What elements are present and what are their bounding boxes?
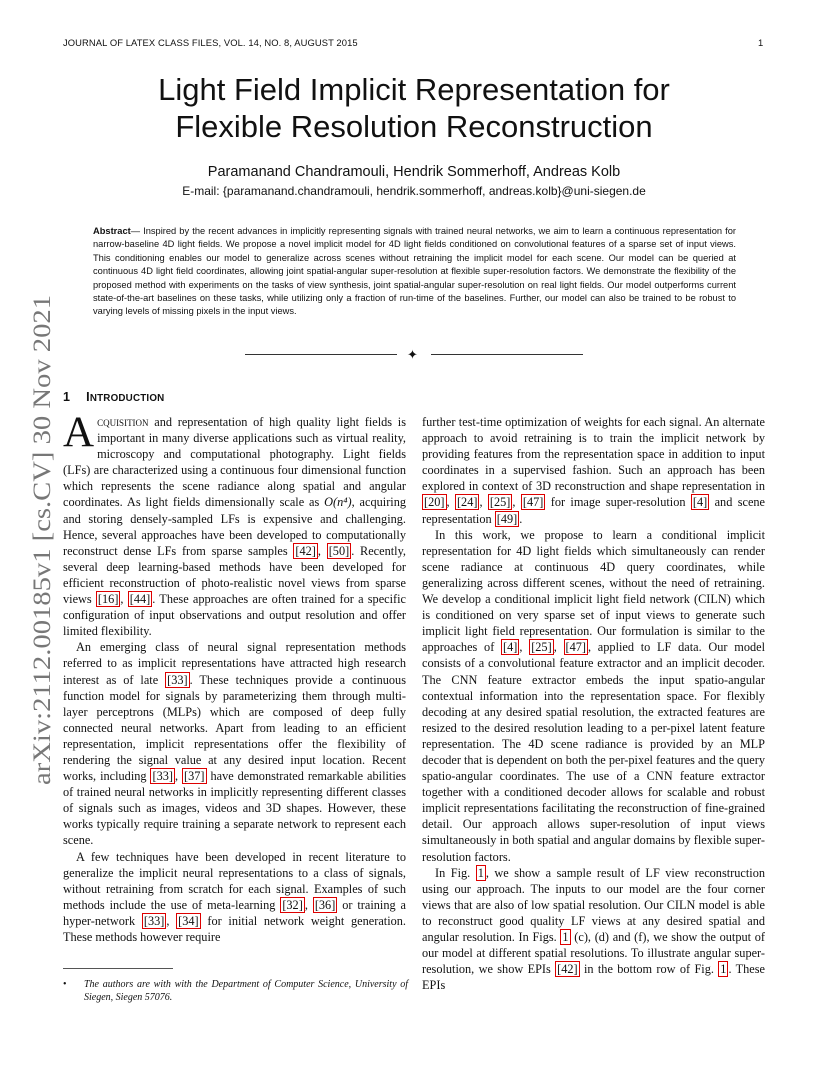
citation-link[interactable]: [33]	[167, 672, 188, 687]
paragraph: In Fig. 1 , we show a sample result of LF view reconstruction using our approach. The inputs to our model are the four corner views that are also of low spatial resolution. Our CILN model is able to reconstruct good quality LF views at any desired spatial and angular resolution. In Figs. 1 (c), (d) and (f), we show the output of our model at different spatial resolutions. To illustrate angular super-resolution, we show EPIs [42] in the bottom row of Fig. 1 . These EPIs	[422, 865, 765, 993]
arxiv-stamp	[20, 280, 58, 800]
footnote-bullet-icon: •	[63, 979, 67, 990]
title-line-1: Light Field Implicit Representation for	[158, 72, 670, 107]
citation-link[interactable]: [33]	[152, 769, 173, 784]
citation-link[interactable]: [47]	[565, 640, 586, 655]
footnote-rule	[63, 968, 173, 969]
citation-link[interactable]: [42]	[557, 962, 578, 977]
footnote-text: The authors are with with the Department of Computer Science, University of Siegen, Siegen 57076.	[84, 979, 408, 1003]
separator-left	[245, 354, 397, 355]
citation-link[interactable]: [44]	[129, 592, 151, 607]
section-number: 1	[63, 390, 71, 404]
paragraph: further test-time optimization of weights for each signal. An alternate approach to avoid retraining is to train the implicit network by providing features from the representation space in addition to input coordinates in a supervised fashion. Such an approach has been explored in context of 3D reconstruction and shape representation in [20] , [24] , [25] , [47] for image super-resolution [4] and scene representation [49] .	[422, 415, 766, 526]
left-column	[63, 409, 407, 945]
paragraph: Acquisition and representation of high quality light fields is important in many diverse applications such as virtual reality, microscopy and computational photography. Light fields (LFs) are characterized using a continuous four dimensional function which represents the scene radiance along spatial and angular coordinates. As light fields dimensionally scale as O(n⁴), acquiring and storing densely-sampled LFs is expensive and challenging. Hence, several approaches have been developed to computationally reconstruct dense LFs from sparse samples [42] , [50] . Recently, several deep learning-based methods have been developed for efficient reconstruction of photo-realistic novel views from sparse views [16] , [44] . These approaches are often trained for a specific configuration of input observations and output resolution and offer limited flexibility.	[63, 409, 406, 639]
abstract-text: — Inspired by the recent advances in implicitly representing signals with trained neural networks, we aim to learn a continuous representation for narrow-baseline 4D light fields. We propose a novel implicit model for 4D light fields conditioned on convolutional features of a sparse set of input views. This conditioning enables our model to generalize across scenes without retraining the implicit model for each scene. Our model can be queried at continuous 4D light field coordinates, allowing joint spatial-angular super-resolution at flexible super-resolution factors. We demonstrate the flexibility of the proposed method with experiments on the tasks of view synthesis, joint spatial-angular super-resolution on real light fields. Our model outperforms current state-of-the-art baselines on these tasks, while utilizing only a fraction of run-time of the baselines. Further, our model can also be trained to be robust to varying levels of missing pixels in the input views.	[93, 226, 736, 317]
figure-link[interactable]: 1	[720, 962, 727, 977]
citation-link[interactable]: [24]	[456, 495, 478, 510]
citation-link[interactable]: [32]	[282, 897, 303, 912]
citation-link[interactable]: [47]	[522, 495, 544, 510]
citation-link[interactable]: [50]	[328, 543, 350, 558]
paper-title	[63, 72, 765, 145]
citation-link[interactable]: [25]	[531, 640, 552, 655]
citation-link[interactable]: [4]	[692, 495, 708, 510]
paragraph: In this work, we propose to learn a conditional implicit representation for 4D light fields which simultaneously can render scene radiance at continuous 4D query coordinates, while generalizing across different scenes, without the need of retraining. We develop a conditional implicit light field network (CILN) which is conditioned on very sparse set of input views to generate such implicit light field representation. Our formulation is similar to the approaches of [4] , [25] , [47] , applied to LF data. Our model consists of a convolutional feature extractor and an implicit decoder. The CNN feature extractor embeds the input spatio-angular contextual information into the representation space. For flexibly decoding at any desired spatial resolution, the extracted features are resized to the desired resolution leading to a per-pixel latent feature representation. The 4D scene radiance is provided by an MLP decoder that is dependent on both the per-pixel features and the query spatio-angular coordinates. The use of a CNN feature extractor together with a conditioned decoder allows for scalable and robust implicit representations facilitating the reconstruction of fine-grained detail. Our approach allows super-resolution of input views simultaneously in both spatial and angular domains by flexible super-resolution factors.	[422, 527, 766, 864]
paragraph: An emerging class of neural signal representation methods referred to as implicit representations have attracted high research interest as of late [33] . These techniques provide a continuous function model for signals by parameterizing them through multi-layer perceptrons (MLPs) which are composed of deep fully connected neural networks. Apart from leading to an efficient representation, implicit representations offer the flexibility of rendering the signal value at any desired input location. Recent works, including [33] , [37] have demonstrated remarkable abilities of trained neural networks in implicitly representing different classes of signals such as images, videos and 3D shapes. However, these works typically require training a separate network to represent each scene.	[63, 640, 406, 848]
right-column	[422, 414, 765, 993]
citation-link[interactable]: [4]	[503, 640, 518, 655]
arxiv-stamp-text: arXiv:2112.00185v1 [cs.CV] 30 Nov 2021	[29, 356, 56, 785]
citation-link[interactable]: [16]	[97, 592, 119, 607]
separator-right	[431, 354, 583, 355]
footnote	[63, 978, 408, 1004]
citation-link[interactable]: [36]	[314, 897, 336, 912]
author-email: E-mail: {paramanand.chandramouli, hendrik.sommerhoff, andreas.kolb}@uni-siegen.de	[182, 184, 646, 198]
figure-link[interactable]: 1	[562, 930, 569, 944]
citation-link[interactable]: [42]	[295, 543, 316, 558]
citation-link[interactable]: [34]	[178, 913, 199, 928]
section-heading	[63, 390, 164, 404]
section-title-rest: NTRODUCTION	[89, 393, 165, 404]
abstract-label: Abstract	[93, 226, 131, 236]
abstract	[93, 225, 736, 319]
drop-cap: A	[63, 409, 95, 456]
figure-link[interactable]: 1	[477, 865, 484, 880]
citation-link[interactable]: [25]	[489, 495, 511, 510]
separator-diamond-icon: ✦	[407, 347, 418, 362]
title-line-2: Flexible Resolution Reconstruction	[175, 108, 653, 144]
citation-link[interactable]: [20]	[424, 495, 445, 510]
paragraph: A few techniques have been developed in recent literature to generalize the implicit neural representations to a class of signals, without retraining from scratch for each signal. Examples of such methods include the use of meta-learning [32] , [36] or training a hyper-network [33] , [34] for initial network weight generation. These methods however require	[63, 849, 407, 944]
running-header: JOURNAL OF LATEX CLASS FILES, VOL. 14, NO. 8, AUGUST 2015	[63, 37, 358, 48]
math-expression: O(n⁴)	[324, 495, 352, 510]
citation-link[interactable]: [49]	[496, 511, 518, 526]
section-title-initial: I	[86, 390, 90, 404]
citation-link[interactable]: [33]	[143, 913, 165, 928]
citation-link[interactable]: [37]	[184, 769, 205, 784]
author-list: Paramanand Chandramouli, Hendrik Sommerhoff, Andreas Kolb	[207, 164, 621, 180]
page-number: 1	[758, 37, 764, 48]
